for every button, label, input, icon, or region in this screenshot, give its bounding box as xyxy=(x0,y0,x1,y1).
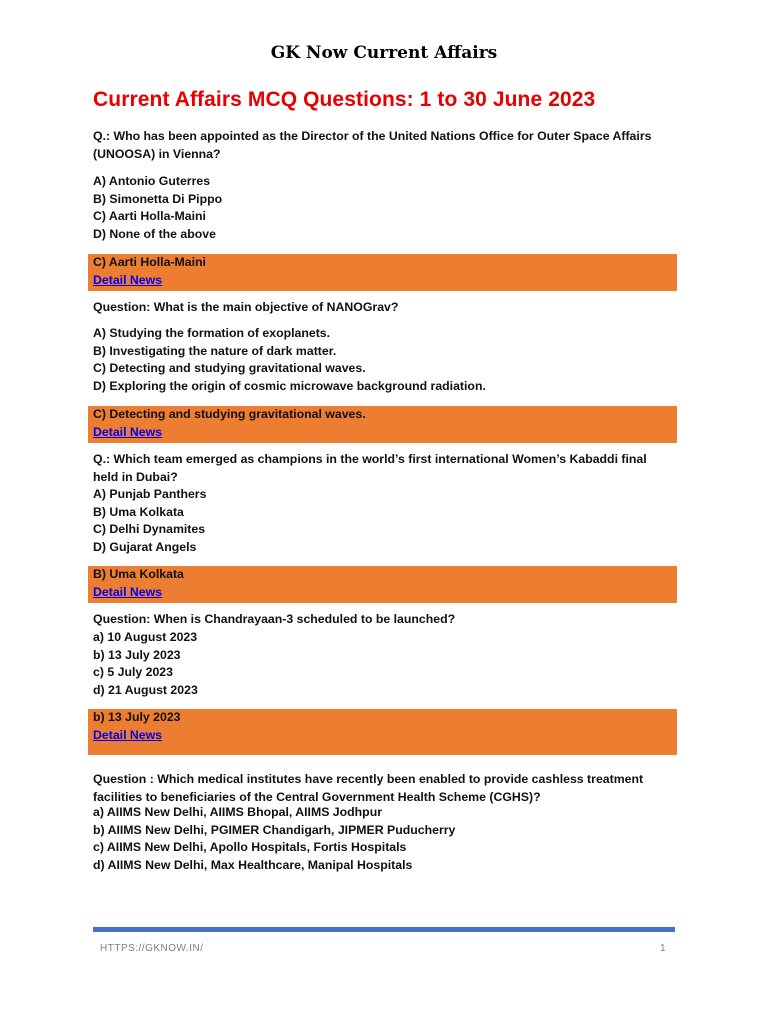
option-item: A) Studying the formation of exoplanets. xyxy=(93,326,331,340)
option-item: A) Antonio Guterres xyxy=(93,174,211,188)
option-list xyxy=(93,173,673,243)
answer-band xyxy=(88,254,677,291)
question-text: Question: When is Chandrayaan-3 scheduled to be launched? xyxy=(93,612,456,626)
option-item: D) Exploring the origin of cosmic microwave background radiation. xyxy=(93,378,486,393)
question-text: Question : Which medical institutes have recently been enabled to provide cashless treatment facilities to beneficiaries of the Central Government Health Scheme (CGHS)? xyxy=(93,772,644,804)
detail-news-link[interactable]: Detail News xyxy=(93,727,163,742)
detail-news-link[interactable]: Detail News xyxy=(93,272,163,287)
answer-band xyxy=(88,406,677,443)
option-item: d) 21 August 2023 xyxy=(93,682,198,697)
detail-news-link[interactable]: Detail News xyxy=(93,584,163,599)
answer-text: C) Aarti Holla-Maini xyxy=(93,255,206,269)
option-item: C) Delhi Dynamites xyxy=(93,522,206,537)
option-item: C) Detecting and studying gravitational waves. xyxy=(93,361,366,376)
option-list xyxy=(93,486,673,556)
option-item: B) Simonetta Di Pippo xyxy=(93,191,223,206)
option-item: D) None of the above xyxy=(93,226,216,241)
answer-band xyxy=(88,709,677,755)
header-title: GK Now Current Affairs xyxy=(270,43,498,63)
option-item: d) AIIMS New Delhi, Max Healthcare, Manipal Hospitals xyxy=(93,857,413,872)
question-text: Q.: Which team emerged as champions in the world’s first international Women’s Kabaddi final held in Dubai? xyxy=(93,452,647,484)
footer-divider xyxy=(93,927,675,932)
option-item: c) AIIMS New Delhi, Apollo Hospitals, Fortis Hospitals xyxy=(93,840,407,855)
question-text: Q.: Who has been appointed as the Director of the United Nations Office for Outer Space Affairs (UNOOSA) in Vienna? xyxy=(93,129,652,161)
option-item: b) AIIMS New Delhi, PGIMER Chandigarh, JIPMER Puducherry xyxy=(93,822,456,837)
answer-text: C) Detecting and studying gravitational waves. xyxy=(93,407,366,421)
page-title: Current Affairs MCQ Questions: 1 to 30 June 2023 xyxy=(93,88,596,111)
answer-text: B) Uma Kolkata xyxy=(93,567,184,581)
answer-text: b) 13 July 2023 xyxy=(93,710,181,724)
option-item: a) AIIMS New Delhi, AIIMS Bhopal, AIIMS Jodhpur xyxy=(93,805,382,819)
footer-url[interactable]: HTTPS://GKNOW.IN/ xyxy=(100,943,204,954)
option-item: a) 10 August 2023 xyxy=(93,630,198,644)
option-list xyxy=(93,325,673,395)
option-list xyxy=(93,629,673,699)
option-list xyxy=(93,804,673,874)
detail-news-link[interactable]: Detail News xyxy=(93,424,163,439)
option-item: b) 13 July 2023 xyxy=(93,647,181,662)
option-item: C) Aarti Holla-Maini xyxy=(93,209,206,224)
option-item: c) 5 July 2023 xyxy=(93,665,173,680)
answer-band xyxy=(88,566,677,603)
option-item: B) Uma Kolkata xyxy=(93,504,184,519)
page-number: 1 xyxy=(660,943,666,954)
option-item: A) Punjab Panthers xyxy=(93,487,207,501)
option-item: D) Gujarat Angels xyxy=(93,539,197,554)
question-text: Question: What is the main objective of NANOGrav? xyxy=(93,300,399,314)
option-item: B) Investigating the nature of dark matter. xyxy=(93,343,337,358)
